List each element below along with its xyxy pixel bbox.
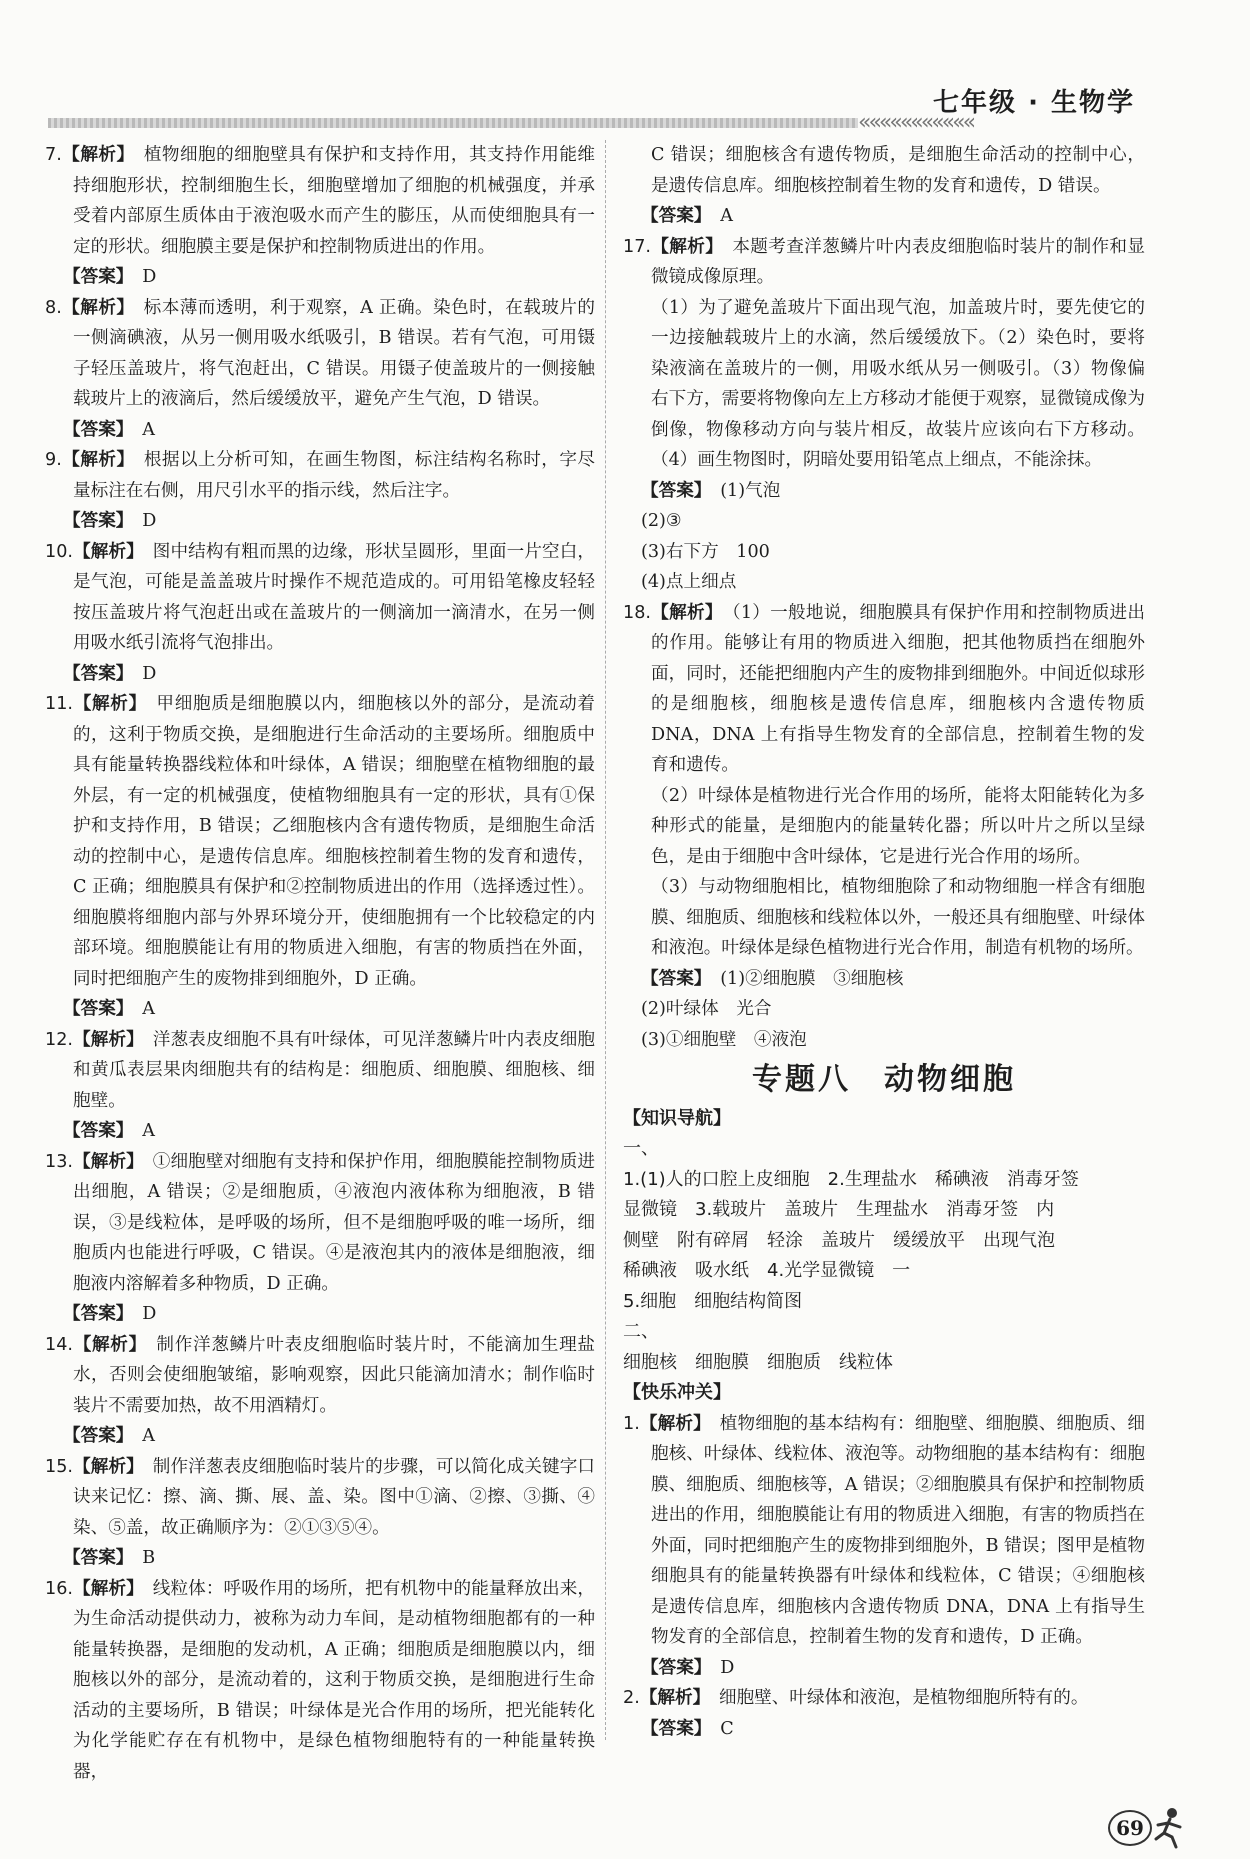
q18-answer-2: (2)叶绿体 光合 xyxy=(641,999,772,1019)
h2-answer: 【答案】 C xyxy=(641,1718,734,1739)
question-analysis: 15.【解析】 制作洋葱表皮细胞临时装片的步骤，可以简化成关键字口诀来记忆：擦、滴、撕、展、盖、染。图中①滴、②擦、③撕、④染、⑤盖，故正确顺序为：②①③⑤④。 xyxy=(45,1456,595,1538)
q16-continuation: C 错误；细胞核含有遗传物质，是细胞生命活动的控制中心，是遗传信息库。细胞核控制着生物的发育和遗传，D 错误。 xyxy=(651,145,1145,196)
knowledge-line: 细胞核 细胞膜 细胞质 线粒体 xyxy=(623,1351,893,1373)
question-analysis: 8.【解析】 标本薄而透明，利于观察，A 正确。染色时，在载玻片的一侧滴碘液，从另一侧用吸水纸吸引，B 错误。若有气泡，可用镊子轻压盖玻片，将气泡赶出，C 错误。用镊子使盖玻片的一侧接触载玻片上的液滴后，然后缓缓放平，避免产生气泡，D 错误。 xyxy=(45,297,595,409)
header-chevrons: ««««««««««« xyxy=(858,110,974,134)
left-column xyxy=(45,140,595,1787)
q18-part2: （2）叶绿体是植物进行光合作用的场所，能将太阳能转化为多种形式的能量，是细胞内的能量转化器；所以叶片之所以呈绿色，是由于细胞中含叶绿体，它是进行光合作用的场所。 xyxy=(651,785,1145,867)
question-answer: 【答案】 A xyxy=(63,419,155,440)
q17-answer-2: (2)③ xyxy=(641,511,682,531)
knowledge-line: 5.细胞 细胞结构简图 xyxy=(623,1290,803,1312)
header-title: 七年级 · 生物学 xyxy=(933,88,1135,118)
question-answer: 【答案】 D xyxy=(63,267,157,287)
question-answer: 【答案】 D xyxy=(63,663,157,684)
q17-answer-1: 【答案】 (1)气泡 xyxy=(641,480,781,501)
h1-answer: 【答案】 D xyxy=(641,1657,735,1678)
section-title: 专题八 动物细胞 xyxy=(752,1062,1016,1097)
right-column xyxy=(623,140,1145,1744)
question-analysis: 14.【解析】 制作洋葱鳞片叶表皮细胞临时装片时，不能滴加生理盐水，否则会使细胞皱缩，影响观察，因此只能滴加清水；制作临时装片不需要加热，故不用酒精灯。 xyxy=(45,1334,595,1416)
h1-analysis: 1.【解析】 植物细胞的基本结构有：细胞壁、细胞膜、细胞质、细胞核、叶绿体、线粒体、液泡等。动物细胞的基本结构有：细胞膜、细胞质、细胞核等，A 错误；②细胞膜具有保护和控制物质进出的作用，细胞膜能让有用的物质进入细胞，有害的物质挡在外面，同时把细胞产生的废物排到细胞外，B 错误；图甲是植物细胞具有的能量转换器有叶绿体和线粒体，C 错误；④细胞核是遗传信息库，细胞核内含遗传物质 DNA，DNA 上有指导生物发育的全部信息，控制着生物的发育和遗传，D 正确。 xyxy=(623,1413,1145,1647)
runner-icon xyxy=(1150,1805,1190,1850)
page-number: 69 xyxy=(1108,1810,1152,1846)
question-analysis: 11.【解析】 甲细胞质是细胞膜以内，细胞核以外的部分，是流动着的，这利于物质交换，是细胞进行生命活动的主要场所。细胞质中具有能量转换器线粒体和叶绿体，A 错误；细胞壁在植物细胞的最外层，有一定的机械强度，使植物细胞具有一定的形状，具有①保护和支持作用，B 错误；乙细胞核内含有遗传物质，是细胞生命活动的控制中心，是遗传信息库。细胞核控制着生物的发育和遗传，C 正确；细胞膜具有保护和②控制物质进出的作用（选择透过性）。细胞膜将细胞内部与外界环境分开，使细胞拥有一个比较稳定的内部环境。细胞膜能让有用的物质进入细胞，有害的物质挡在外面，同时把细胞产生的废物排到细胞外，D 正确。 xyxy=(45,694,595,989)
knowledge-line: 稀碘液 吸水纸 4.光学显微镜 一 xyxy=(623,1260,911,1281)
question-analysis: 10.【解析】 图中结构有粗而黑的边缘，形状呈圆形，里面一片空白，是气泡，可能是盖盖玻片时操作不规范造成的。可用铅笔橡皮轻轻按压盖玻片将气泡赶出或在盖玻片的一侧滴加一滴清水，在另一侧用吸水纸引流将气泡排出。 xyxy=(45,541,595,653)
question-analysis: 13.【解析】 ①细胞壁对细胞有支持和保护作用，细胞膜能控制物质进出细胞，A 错误；②是细胞质，④液泡内液体称为细胞液，B 错误，③是线粒体，是呼吸的场所，但不是细胞呼吸的唯一场所，细胞质内也能进行呼吸，C 错误。④是液泡其内的液体是细胞液，细胞液内溶解着多种物质，D 正确。 xyxy=(45,1151,595,1294)
question-analysis: 16.【解析】 线粒体：呼吸作用的场所，把有机物中的能量释放出来，为生命活动提供动力，被称为动力车间，是动植物细胞都有的一种能量转换器，是细胞的发动机，A 正确；细胞质是细胞膜以内，细胞核以外的部分，是流动着的，这利于物质交换，是细胞进行生命活动的主要场所，B 错误；叶绿体是光合作用的场所，把光能转化为化学能贮存在有机物中，是绿色植物细胞特有的一种能量转换器， xyxy=(45,1578,595,1782)
question-analysis: 12.【解析】 洋葱表皮细胞不具有叶绿体，可见洋葱鳞片叶内表皮细胞和黄瓜表层果肉细胞共有的结构是：细胞质、细胞膜、细胞核、细胞壁。 xyxy=(45,1029,595,1111)
q17-detail: （1）为了避免盖玻片下面出现气泡，加盖玻片时，要先使它的一边接触载玻片上的水滴，然后缓缓放下。（2）染色时，要将染液滴在盖玻片的一侧，用吸水纸从另一侧吸引。（3）物像偏右下方，需要将物像向左上方移动才能便于观察，显微镜成像为倒像，物像移动方向与装片相反，故装片应该向右下方移动。（4）画生物图时，阴暗处要用铅笔点上细点，不能涂抹。 xyxy=(651,297,1145,470)
knowledge-part-two: 二、 xyxy=(623,1321,659,1342)
header-rule xyxy=(48,118,858,128)
knowledge-nav-tag: 【知识导航】 xyxy=(623,1107,731,1129)
h2-analysis: 2.【解析】 细胞壁、叶绿体和液泡，是植物细胞所特有的。 xyxy=(623,1688,1089,1708)
knowledge-part-one: 一、 xyxy=(623,1138,659,1159)
q18-answer-1: 【答案】 (1)②细胞膜 ③细胞核 xyxy=(641,968,904,989)
q17-answer-4: (4)点上细点 xyxy=(641,572,737,592)
question-answer: 【答案】 A xyxy=(63,1121,155,1141)
q18-analysis: 18.【解析】 （1）一般地说，细胞膜具有保护作用和控制物质进出的作用。能够让有用的物质进入细胞，把其他物质挡在细胞外面，同时，还能把细胞内产生的废物排到细胞外。中间近似球形的是细胞核，细胞核是遗传信息库，细胞核内含遗传物质 DNA，DNA 上有指导生物发育的全部信息，控制着生物的发育和遗传。 xyxy=(623,602,1145,775)
knowledge-line: 侧壁 附有碎屑 轻涂 盖玻片 缓缓放平 出现气泡 xyxy=(623,1229,1055,1251)
knowledge-line: 1.(1)人的口腔上皮细胞 2.生理盐水 稀碘液 消毒牙签 xyxy=(623,1168,1079,1190)
knowledge-line: 显微镜 3.载玻片 盖玻片 生理盐水 消毒牙签 内 xyxy=(623,1199,1055,1220)
q16-answer: 【答案】 A xyxy=(641,206,733,226)
question-answer: 【答案】 D xyxy=(63,1304,157,1324)
happy-challenge-tag: 【快乐冲关】 xyxy=(623,1382,731,1403)
question-answer: 【答案】 B xyxy=(63,1548,156,1568)
q17-analysis: 17.【解析】 本题考查洋葱鳞片叶内表皮细胞临时装片的制作和显微镜成像原理。 xyxy=(623,236,1145,287)
question-analysis: 7.【解析】 植物细胞的细胞壁具有保护和支持作用，其支持作用能维持细胞形状，控制细胞生长，细胞壁增加了细胞的机械强度，并承受着内部原生质体由于液泡吸水而产生的膨压，从而使细胞具有一定的形状。细胞膜主要是保护和控制物质进出的作用。 xyxy=(45,145,595,257)
q18-part3: （3）与动物细胞相比，植物细胞除了和动物细胞一样含有细胞膜、细胞质、细胞核和线粒体以外，一般还具有细胞壁、叶绿体和液泡。叶绿体是绿色植物进行光合作用，制造有机物的场所。 xyxy=(651,877,1145,958)
question-answer: 【答案】 A xyxy=(63,999,155,1019)
question-analysis: 9.【解析】 根据以上分析可知，在画生物图，标注结构名称时，字尽量标注在右侧，用尺引水平的指示线，然后注字。 xyxy=(45,450,595,501)
q18-answer-3: (3)①细胞壁 ④液泡 xyxy=(641,1029,807,1050)
question-answer: 【答案】 D xyxy=(63,511,157,531)
column-divider xyxy=(605,140,606,1740)
q17-answer-3: (3)右下方 100 xyxy=(641,541,770,562)
page-header xyxy=(0,0,1250,140)
question-answer: 【答案】 A xyxy=(63,1426,155,1446)
